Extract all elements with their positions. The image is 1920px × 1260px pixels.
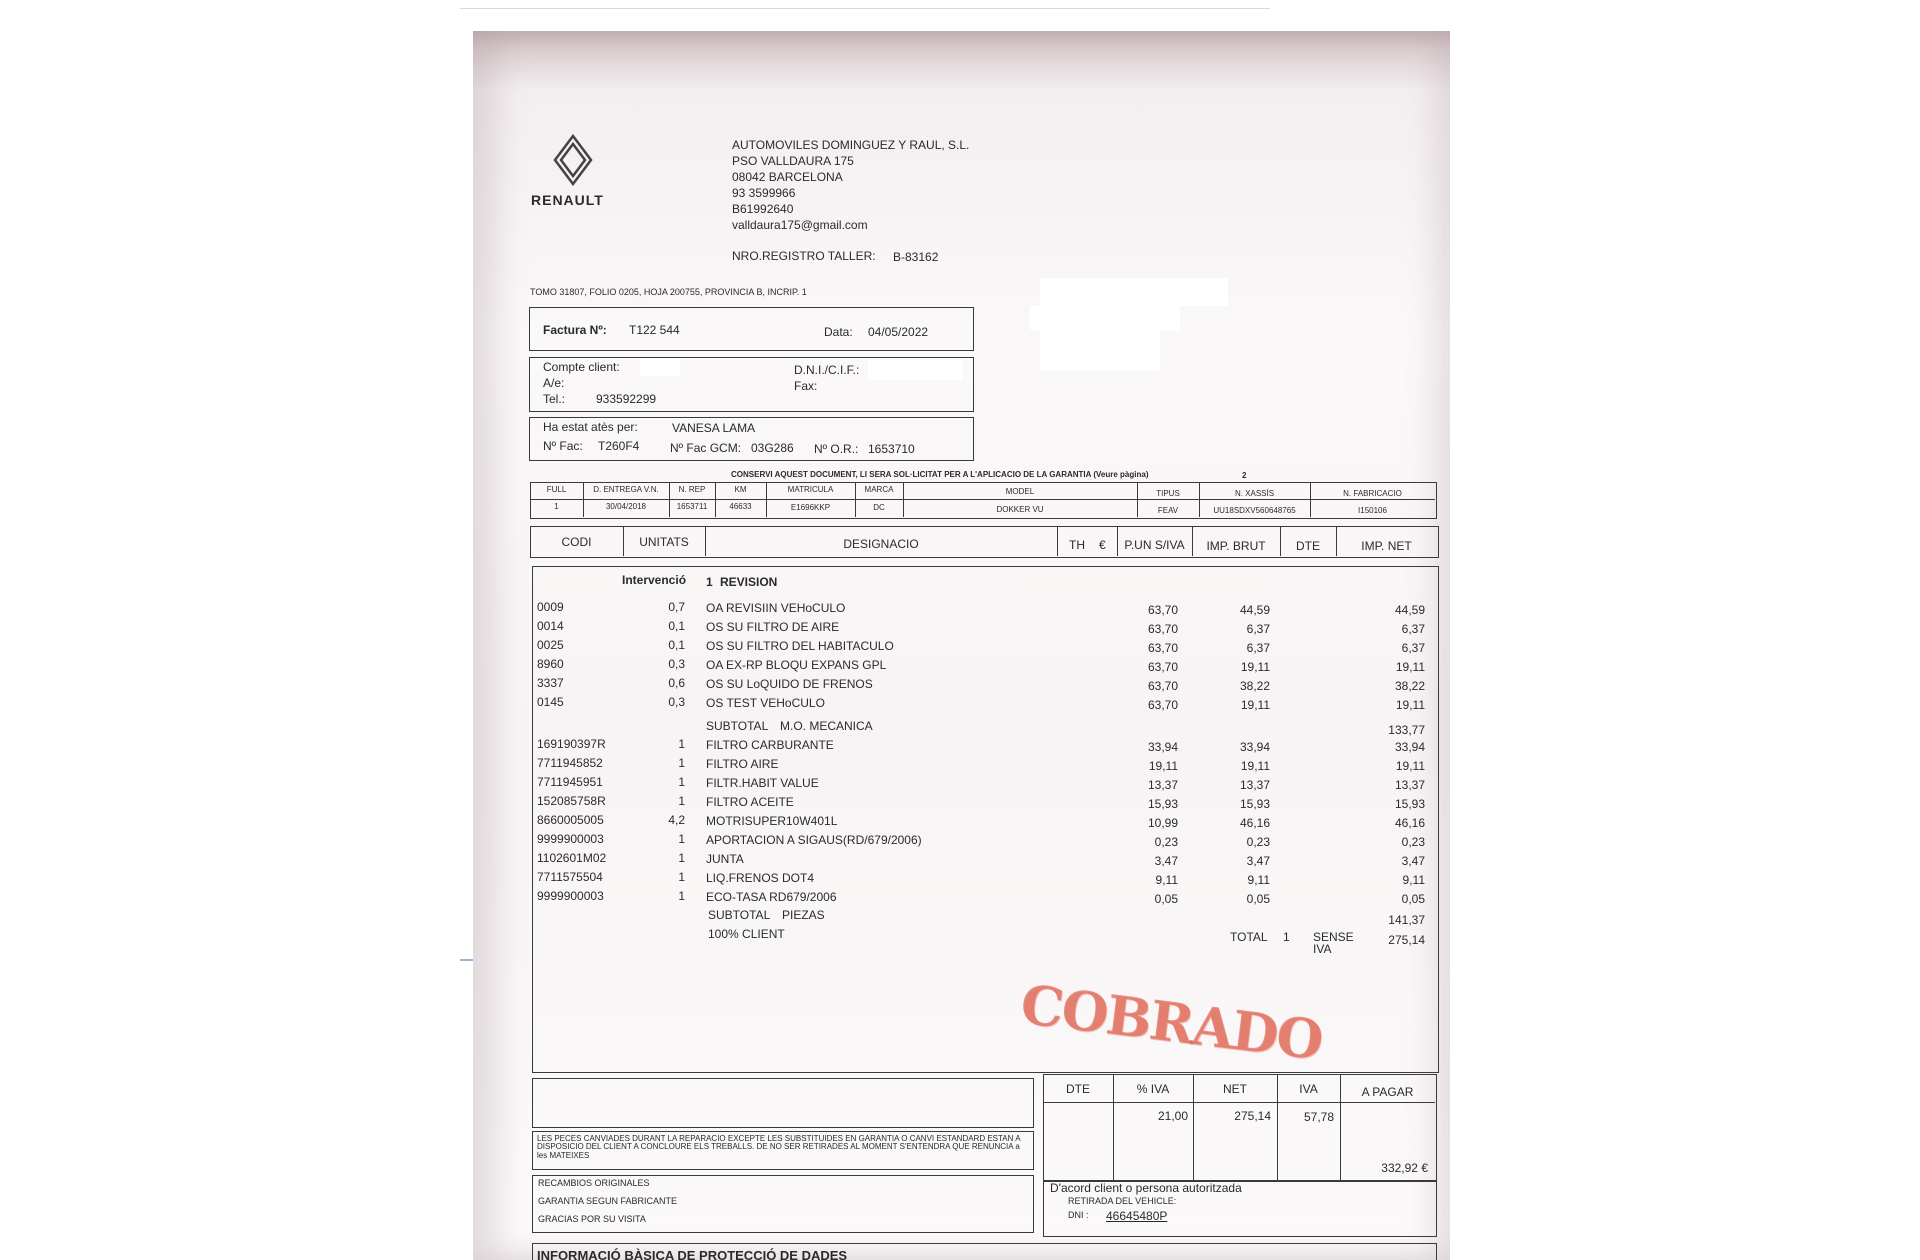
summary-net: 275,14 [1234, 1109, 1271, 1123]
summary-header-pct: % IVA [1136, 1082, 1170, 1096]
item-unit-price: 63,70 [1147, 660, 1178, 674]
vehicle-value: I150106 [1358, 506, 1387, 515]
item-gross: 0,23 [1246, 835, 1270, 849]
item-code: 9999900003 [537, 889, 604, 903]
summary-header-iva: IVA [1299, 1082, 1318, 1096]
gcm-value: 03G286 [751, 441, 794, 455]
redacted-area [868, 360, 962, 380]
signature-line2: RETIRADA DEL VEHICLE: [1068, 1196, 1177, 1206]
vehicle-value: DC [873, 503, 885, 512]
item-net: 0,23 [1401, 835, 1425, 849]
col-unitats: UNITATS [639, 535, 689, 549]
col-pun: P.UN S/IVA [1124, 538, 1185, 552]
total-sense: SENSE [1313, 930, 1354, 944]
item-description: MOTRISUPER10W401L [706, 814, 838, 828]
col-brut: IMP. BRUT [1206, 539, 1266, 553]
item-net: 19,11 [1395, 660, 1425, 674]
col-dte: DTE [1296, 539, 1320, 553]
redacted-area [1040, 278, 1228, 306]
summary-total: 332,92 € [1381, 1161, 1428, 1175]
item-units: 1 [678, 775, 685, 789]
item-gross: 6,37 [1246, 641, 1270, 655]
item-net: 13,37 [1394, 778, 1425, 792]
company-city: 08042 BARCELONA [732, 170, 843, 184]
item-description: LIQ.FRENOS DOT4 [706, 871, 815, 885]
client-tel: 933592299 [596, 392, 657, 406]
item-units: 0,1 [668, 638, 685, 652]
item-gross: 19,11 [1240, 759, 1270, 773]
cobrado-stamp: COBRADO [1017, 971, 1326, 1073]
vehicle-value: FEAV [1157, 506, 1179, 515]
invoice-date-label: Data: [824, 325, 853, 339]
invoice-number: T122 544 [629, 323, 680, 337]
item-description: OS SU FILTRO DEL HABITACULO [706, 639, 894, 653]
item-units: 1 [678, 794, 685, 808]
vehicle-value: UU18SDXV560648765 [1213, 506, 1296, 515]
item-gross: 9,11 [1247, 873, 1270, 887]
item-unit-price: 13,37 [1147, 778, 1178, 792]
item-description: OA EX-RP BLOQU EXPANS GPL [706, 658, 887, 672]
company-cif: B61992640 [732, 202, 794, 216]
summary-iva: 57,78 [1303, 1110, 1334, 1124]
item-gross: 6,37 [1246, 622, 1270, 636]
summary-divider [1043, 1102, 1435, 1103]
item-description: FILTR.HABIT VALUE [706, 776, 819, 790]
warranty-note: CONSERVI AQUEST DOCUMENT, LI SERA SOL·LICITAT PER A L'APLICACIO DE LA GARANTIA (Veure pàgina) [731, 470, 1149, 479]
item-code: 8660005005 [537, 813, 604, 827]
signature-dni: 46645480P [1106, 1209, 1168, 1223]
item-unit-price: 0,23 [1154, 835, 1178, 849]
subtotal-parts-value: 141,37 [1388, 913, 1425, 927]
client-dni-label: D.N.I./C.I.F.: [794, 363, 860, 377]
client-account-label: Compte client: [543, 360, 620, 374]
col-designacio: DESIGNACIO [843, 537, 919, 551]
item-net: 0,05 [1401, 892, 1425, 906]
item-net: 19,11 [1395, 759, 1425, 773]
item-unit-price: 33,94 [1147, 740, 1178, 754]
item-net: 6,37 [1401, 622, 1425, 636]
col-divider [1057, 526, 1058, 556]
intervention-label: Intervenció [622, 573, 687, 587]
subtotal-mo-value: 133,77 [1388, 723, 1425, 737]
vehicle-header: MATRICULA [787, 485, 834, 494]
footer-note: GARANTIA SEGUN FABRICANTE [538, 1196, 678, 1206]
nfac-label: Nº Fac: [543, 439, 583, 453]
col-th: TH [1069, 538, 1085, 552]
item-description: OS SU LoQUIDO DE FRENOS [706, 677, 873, 691]
total-iva: IVA [1313, 942, 1332, 956]
renault-logo-icon [553, 134, 593, 186]
vehicle-header: D. ENTREGA V.N. [593, 485, 659, 494]
scan-edge-line [460, 8, 1270, 9]
or-value: 1653710 [868, 442, 915, 456]
client-fax-label: Fax: [794, 379, 818, 393]
warranty-page: 2 [1242, 471, 1247, 480]
item-units: 0,6 [668, 676, 685, 690]
item-description: ECO-TASA RD679/2006 [706, 890, 837, 904]
vehicle-header: N. FABRICACIO [1343, 489, 1402, 498]
item-code: 0009 [537, 600, 564, 614]
vehicle-header: MARCA [864, 485, 894, 494]
summary-header-pagar: A PAGAR [1361, 1085, 1414, 1099]
item-description: FILTRO ACEITE [706, 795, 794, 809]
invoice-date: 04/05/2022 [868, 325, 929, 339]
signature-dni-label: DNI : [1068, 1210, 1089, 1220]
vehicle-header: MODEL [1005, 487, 1035, 496]
subtotal-parts-name: PIEZAS [782, 908, 825, 922]
item-net: 9,11 [1402, 873, 1425, 887]
item-net: 46,16 [1394, 816, 1425, 830]
nfac-value: T260F4 [598, 439, 640, 453]
item-net: 33,94 [1394, 740, 1425, 754]
item-gross: 15,93 [1239, 797, 1270, 811]
item-code: 9999900003 [537, 832, 604, 846]
footer-note: GRACIAS POR SU VISITA [538, 1214, 646, 1224]
total-value: 275,14 [1388, 933, 1425, 947]
item-gross: 13,37 [1239, 778, 1270, 792]
vehicle-header: TIPUS [1156, 489, 1180, 498]
intervention-name: REVISION [720, 575, 778, 589]
redacted-area [640, 358, 680, 376]
item-net: 15,93 [1394, 797, 1425, 811]
item-unit-price: 63,70 [1147, 679, 1178, 693]
gcm-label: Nº Fac GCM: [670, 441, 742, 455]
item-description: FILTRO AIRE [706, 757, 779, 771]
item-code: 169190397R [537, 737, 606, 751]
col-net: IMP. NET [1361, 539, 1412, 553]
item-unit-price: 63,70 [1147, 641, 1178, 655]
parts-notice: LES PECES CANVIADES DURANT LA REPARACIO EXCEPTE LES SUBSTITUIDES EN GARANTIA O CANVI ESTANDARD ESTAN A DISPOSICIO DEL CLIENT A CONCLOURE ELS TREBALLS. DE NO SER RETIRADES AL MOMENT S'ENTENDRA QUE RENUNCIA a les MATEIXES [537, 1134, 1021, 1160]
item-gross: 38,22 [1239, 679, 1270, 693]
item-net: 19,11 [1395, 698, 1425, 712]
item-code: 7711945951 [537, 775, 603, 789]
attended-name: VANESA LAMA [672, 421, 756, 435]
blank-box [532, 1078, 1034, 1128]
client-percentage: 100% CLIENT [708, 927, 785, 941]
item-units: 1 [678, 832, 685, 846]
item-code: 0014 [537, 619, 564, 633]
invoice-number-label: Factura Nº: [543, 323, 607, 337]
brand-name: RENAULT [531, 192, 604, 208]
subtotal-parts-label: SUBTOTAL [708, 908, 771, 922]
item-gross: 19,11 [1240, 660, 1270, 674]
total-number: 1 [1283, 930, 1290, 944]
footer-note: RECAMBIOS ORIGINALES [538, 1178, 650, 1188]
client-attn-label: A/e: [543, 376, 565, 390]
item-gross: 33,94 [1239, 740, 1270, 754]
item-unit-price: 15,93 [1147, 797, 1178, 811]
vehicle-value: 30/04/2018 [605, 502, 647, 511]
item-unit-price: 3,47 [1154, 854, 1178, 868]
privacy-title: INFORMACIÓ BÀSICA DE PROTECCIÓ DE DADES [537, 1248, 848, 1260]
item-description: APORTACION A SIGAUS(RD/679/2006) [706, 833, 922, 847]
col-codi: CODI [561, 535, 592, 549]
registro-value: B-83162 [893, 250, 939, 264]
item-gross: 19,11 [1240, 698, 1270, 712]
vehicle-header: KM [734, 485, 747, 494]
item-unit-price: 9,11 [1155, 873, 1178, 887]
item-code: 8960 [537, 657, 564, 671]
summary-pct-iva: 21,00 [1157, 1109, 1188, 1123]
item-units: 0,3 [668, 657, 685, 671]
item-units: 0,3 [668, 695, 685, 709]
item-gross: 0,05 [1246, 892, 1270, 906]
subtotal-mo-name: M.O. MECANICA [780, 719, 873, 733]
item-net: 6,37 [1401, 641, 1425, 655]
item-gross: 44,59 [1239, 603, 1270, 617]
item-code: 3337 [537, 676, 564, 690]
item-code: 1102601M02 [537, 851, 607, 865]
subtotal-mo-label: SUBTOTAL [706, 719, 769, 733]
item-description: JUNTA [706, 852, 744, 866]
item-units: 1 [678, 756, 685, 770]
item-gross: 46,16 [1239, 816, 1270, 830]
item-code: 0025 [537, 638, 564, 652]
client-tel-label: Tel.: [543, 392, 566, 406]
total-label: TOTAL [1230, 930, 1268, 944]
item-net: 44,59 [1394, 603, 1425, 617]
company-name: AUTOMOVILES DOMINGUEZ Y RAUL, S.L. [732, 138, 970, 152]
vehicle-value: E1696KKP [790, 503, 831, 512]
redacted-area [1040, 330, 1160, 370]
redacted-area [1030, 306, 1180, 330]
item-unit-price: 10,99 [1147, 816, 1178, 830]
vehicle-value: DOKKER VU [996, 505, 1044, 514]
item-net: 3,47 [1401, 854, 1425, 868]
item-units: 1 [678, 870, 685, 884]
item-description: FILTRO CARBURANTE [706, 738, 834, 752]
item-unit-price: 63,70 [1147, 698, 1178, 712]
vehicle-value: 1 [554, 502, 559, 511]
vehicle-value: 1653711 [676, 502, 708, 511]
item-code: 152085758R [537, 794, 606, 808]
company-phone: 93 3599966 [732, 186, 796, 200]
item-unit-price: 63,70 [1147, 622, 1178, 636]
item-description: OS SU FILTRO DE AIRE [706, 620, 840, 634]
item-code: 7711575504 [537, 870, 603, 884]
summary-header-net: NET [1223, 1082, 1247, 1096]
company-email: valldaura175@gmail.com [732, 218, 868, 232]
col-euro: € [1099, 538, 1106, 552]
item-description: OA REVISIIN VEHoCULO [706, 601, 846, 615]
vehicle-header: N. XASSÍS [1234, 489, 1275, 498]
item-units: 0,7 [668, 600, 685, 614]
item-units: 1 [678, 851, 685, 865]
item-gross: 3,47 [1246, 854, 1270, 868]
item-code: 0145 [537, 695, 564, 709]
item-units: 0,1 [668, 619, 685, 633]
vehicle-table-divider [530, 499, 1435, 500]
vehicle-value: 46633 [729, 502, 752, 511]
invoice-paper [473, 31, 1450, 1260]
item-unit-price: 19,11 [1148, 759, 1178, 773]
vehicle-header: FULL [546, 485, 567, 494]
item-units: 4,2 [668, 813, 685, 827]
intervention-number: 1 [706, 575, 713, 589]
item-net: 38,22 [1394, 679, 1425, 693]
company-address: PSO VALLDAURA 175 [732, 154, 854, 168]
summary-header-dte: DTE [1066, 1082, 1090, 1096]
item-description: OS TEST VEHoCULO [706, 696, 825, 710]
vehicle-header: N. REP [678, 485, 706, 494]
signature-line1: D'acord client o persona autoritzada [1050, 1181, 1242, 1195]
item-units: 1 [678, 889, 685, 903]
or-label: Nº O.R.: [814, 442, 859, 456]
item-units: 1 [678, 737, 685, 751]
item-unit-price: 63,70 [1147, 603, 1178, 617]
item-code: 7711945852 [537, 756, 603, 770]
registro-label: NRO.REGISTRO TALLER: [732, 249, 876, 263]
tomo-line: TOMO 31807, FOLIO 0205, HOJA 200755, PROVINCIA B, INCRIP. 1 [530, 287, 807, 297]
attended-label: Ha estat atès per: [543, 420, 638, 434]
item-unit-price: 0,05 [1154, 892, 1178, 906]
